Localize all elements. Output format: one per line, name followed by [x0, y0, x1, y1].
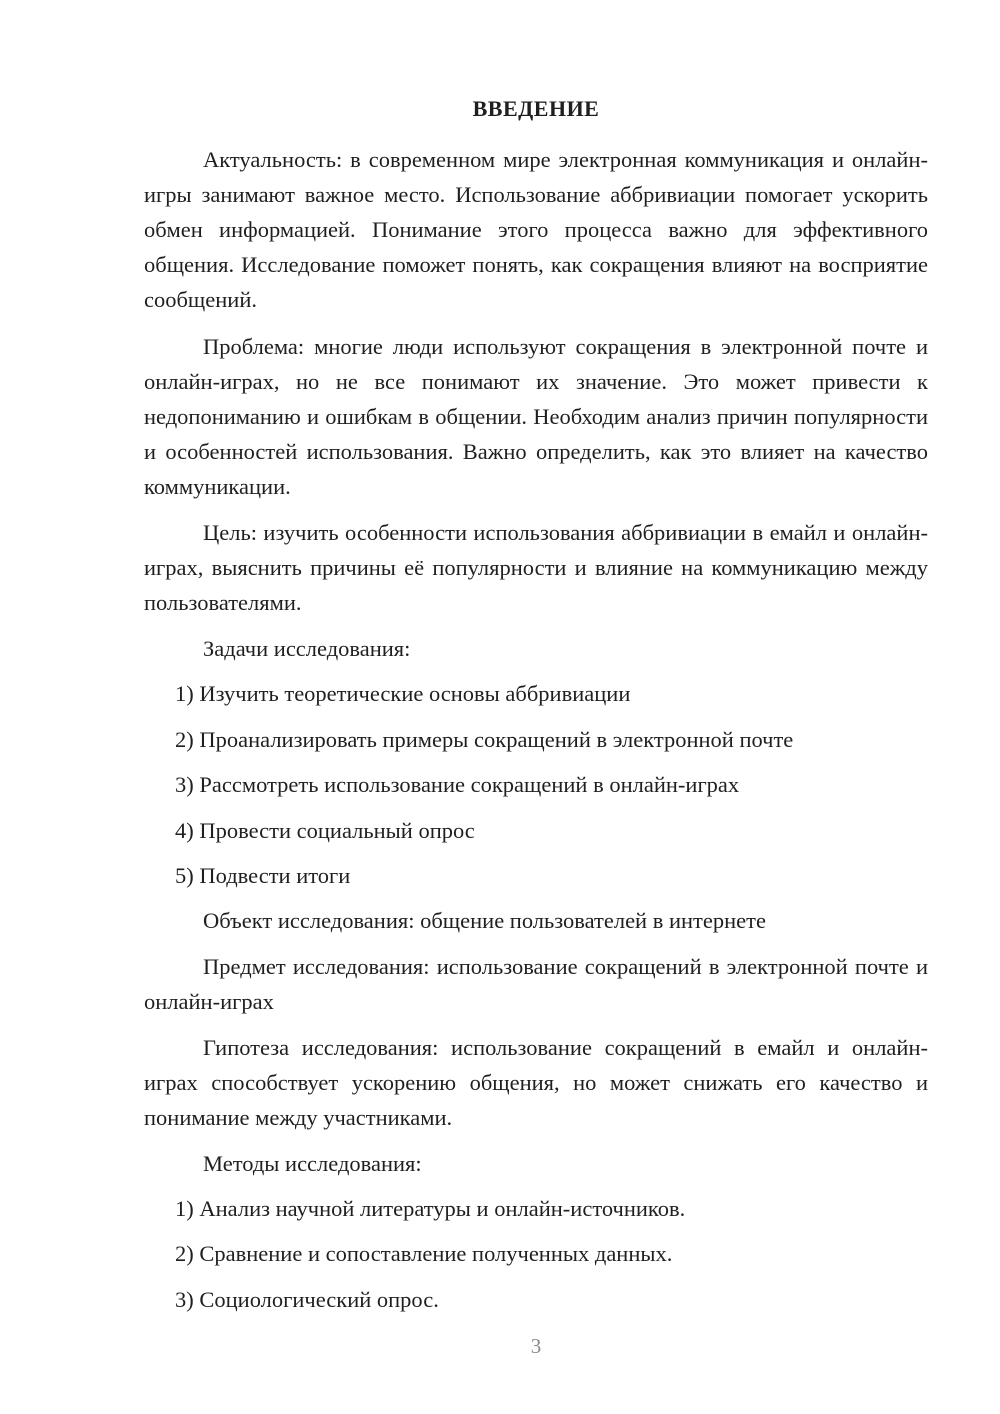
method-item: 1) Анализ научной литературы и онлайн-источников.: [175, 1196, 686, 1221]
goal-paragraph: Цель: изучить особенности использования аббривиации в емайл и онлайн-играх, выяснить причины её популярности и влияние на коммуникацию между пользователями.: [144, 520, 928, 615]
task-item: 1) Изучить теоретические основы аббривиации: [175, 681, 631, 706]
section-title: ВВЕДЕНИЕ: [472, 96, 600, 121]
object-line: Объект исследования: общение пользователей в интернете: [203, 908, 766, 933]
methods-label: Методы исследования:: [203, 1151, 422, 1176]
hypothesis-paragraph: Гипотеза исследования: использование сокращений в емайл и онлайн-играх способствует ускорению общения, но может снижать его качество и понимание между участниками.: [144, 1035, 928, 1130]
task-item: 3) Рассмотреть использование сокращений в онлайн-играх: [175, 772, 740, 797]
problem-paragraph: Проблема: многие люди используют сокращения в электронной почте и онлайн-играх, но не все понимают их значение. Это может привести к недопониманию и ошибкам в общении. Необходим анализ причин популярности и особенностей использования. Важно определить, как это влияет на качество коммуникации.: [144, 334, 928, 499]
task-item: 4) Провести социальный опрос: [175, 818, 475, 843]
method-item: 2) Сравнение и сопоставление полученных данных.: [175, 1241, 673, 1266]
task-item: 5) Подвести итоги: [175, 863, 351, 888]
method-item: 3) Социологический опрос.: [175, 1287, 439, 1312]
tasks-label: Задачи исследования:: [203, 636, 411, 661]
page-number: 3: [530, 1334, 542, 1358]
subject-paragraph: Предмет исследования: использование сокращений в электронной почте и онлайн-играх: [144, 954, 928, 1014]
relevance-paragraph: Актуальность: в современном мире электронная коммуникация и онлайн-игры занимают важное место. Использование аббривиации помогает ускорить обмен информацией. Понимание этого процесса важно для эффективного общения. Исследование поможет понять, как сокращения влияют на восприятие сообщений.: [144, 147, 928, 312]
task-item: 2) Проанализировать примеры сокращений в электронной почте: [175, 727, 794, 752]
